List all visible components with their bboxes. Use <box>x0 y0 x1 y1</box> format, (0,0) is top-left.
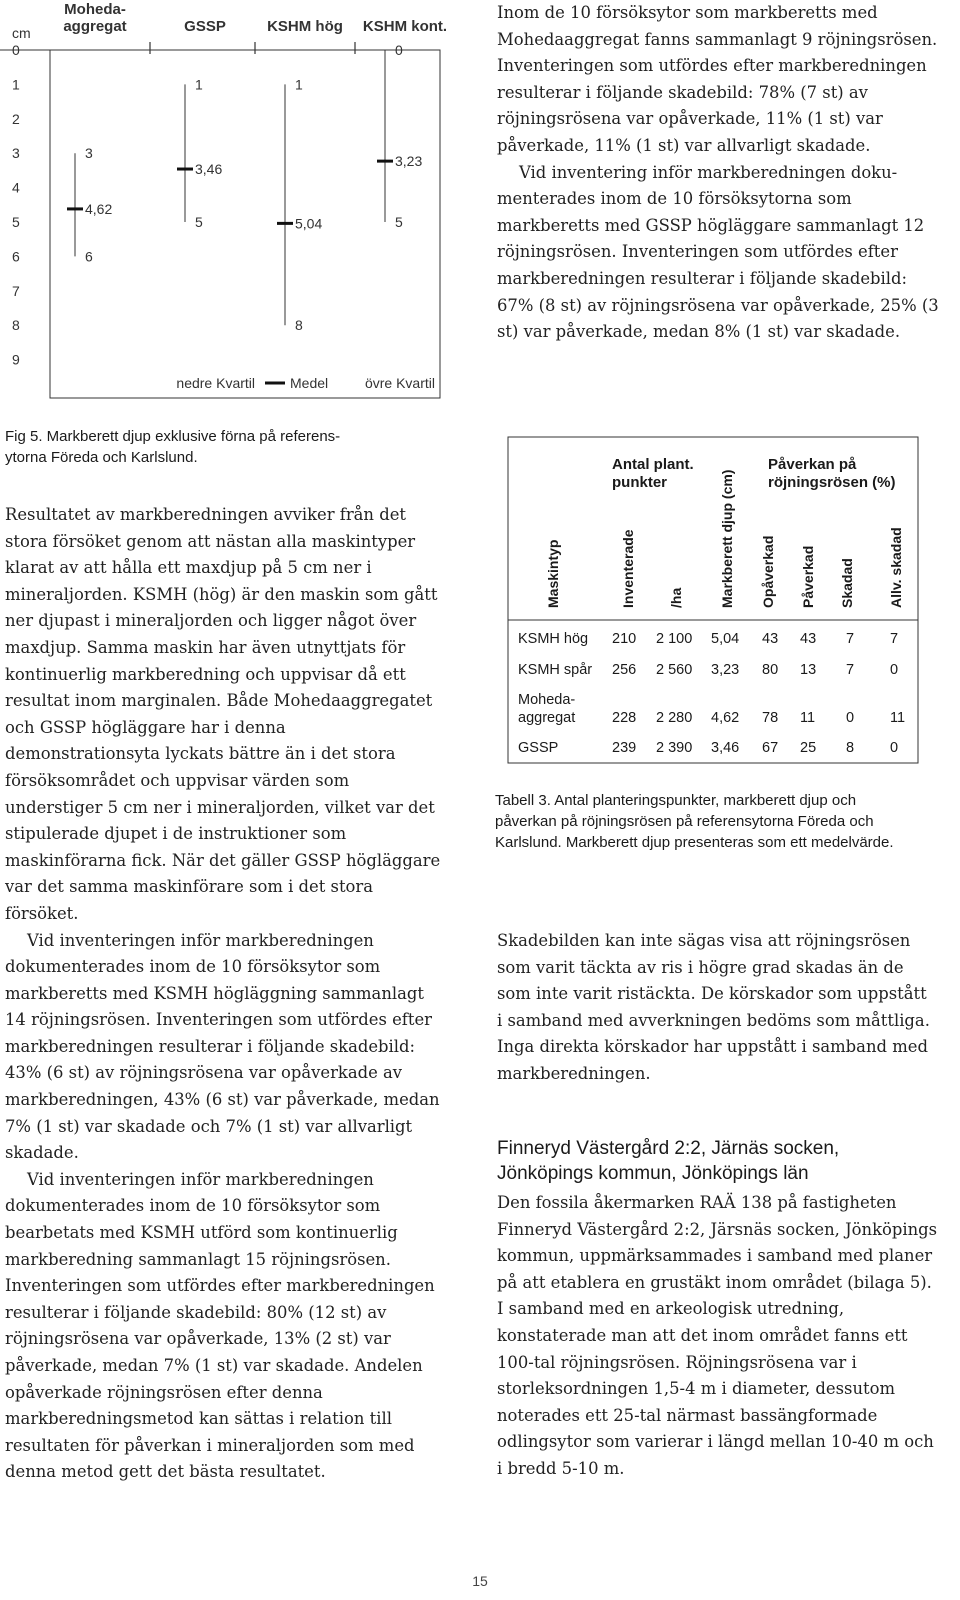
median-label: 3,46 <box>195 161 223 178</box>
column-header: Inventerade <box>620 529 636 608</box>
median-label: 3,23 <box>395 153 423 170</box>
table-cell: 25 <box>800 740 817 756</box>
y-tick-label: 6 <box>12 248 20 265</box>
table-row-label: KSMH spår <box>518 662 593 678</box>
table-cell: 11 <box>800 710 816 726</box>
lower-quartile-label: 3 <box>85 145 93 162</box>
table-cell: 239 <box>612 740 637 756</box>
paragraph: Den fossila åkermarken RAÄ 138 på fastigheten Finneryd Västergård 2:2, Järsnäs socken, Jönköpings kommun, uppmärksammades i samband med planer på att etablera en grustäkt inom området (bilaga 5). I samband med en arkeologisk utredning, konstaterade man att det inom området fanns ett 100-tal röjningsrösen. Röjningsrösena var i storleksordningen 1,5-4 m i diameter, dessutom noterades ett 25-tal närmast bassängformade odlingsytor som varierar i längd mellan 10-40 m och i bredd 5-10 m. <box>497 1193 938 1478</box>
median-label: 5,04 <box>295 215 323 232</box>
table-cell: 0 <box>890 662 899 678</box>
group-header: Antal plant. punkter <box>612 456 694 491</box>
y-tick-label: 7 <box>12 282 20 299</box>
column-header: Skadad <box>839 558 855 608</box>
category-label: KSHM hög <box>267 18 343 35</box>
lower-quartile-label: 1 <box>195 76 203 93</box>
table-cell: 67 <box>762 740 779 756</box>
table-caption: Tabell 3. Antal planteringspunkter, markberett djup och påverkan på röjningsrösen på referensytorna Föreda och Karlslund. Markberett djup presenteras som ett medelvärde. <box>495 792 894 851</box>
unit-label: cm <box>12 25 31 41</box>
right-mid-text <box>497 928 937 1088</box>
median-label: 4,62 <box>85 200 113 217</box>
lower-quartile-label: 1 <box>295 76 303 93</box>
table-cell: 7 <box>846 662 855 678</box>
table-cell: 2 560 <box>656 662 693 678</box>
column-header: Maskintyp <box>545 539 561 608</box>
table-row-label: KSMH hög <box>518 631 589 647</box>
table-cell: 2 390 <box>656 740 693 756</box>
column-header: /ha <box>668 587 684 608</box>
right-bottom-text <box>497 1190 942 1483</box>
paragraph: Vid inventeringen inför markberedningen dokumenterades inom de 10 försöksytor som markberetts med KSMH högläggning sammanlagt 14 röjningsrösen. Inventeringen som utfördes efter markberedningen resulterar i följande skadebild: 43% (6 st) av röjningsrösena var opåverkade av markberedningen, 43% (6 st) var påverkade, medan 7% (1 st) var skadade och 7% (1 st) var allvarligt skadade. <box>5 930 440 1163</box>
table-cell: 4,62 <box>711 710 740 726</box>
y-tick-label: 2 <box>12 110 20 127</box>
table-cell: 5,04 <box>711 631 740 647</box>
upper-quartile-label: 8 <box>295 317 303 334</box>
upper-quartile-label: 5 <box>395 214 403 230</box>
table-cell: 8 <box>846 740 855 756</box>
category-label: Moheda-aggregat <box>63 1 127 35</box>
table-cell: 7 <box>890 631 899 647</box>
legend-lower-quartile: nedre Kvartil <box>176 375 255 391</box>
group-header: Påverkan på röjningsrösen (%) <box>768 456 896 491</box>
paragraph: Resultatet av markberedningen avviker från det stora försöket genom att nästan alla maskintyper klarat av att hålla ett maxdjup på 5 cm ner i mineraljorden. KSMH (hög) är den maskin som gått ner djupast i mineraljorden och ligger något över maxdjup. Samma maskin har även utnyttjats för kontinuerlig markberedning och uppvisar då ett resultat inom marginalen. Både Mohedaaggregatet och GSSP högläggare har i denna demonstrationsyta lyckats bättre än i det stora försöksområdet och uppvisar värden som understiger 5 cm ner i mineraljorden, vilket var det stipulerade djupet i de instruktioner som maskinförarna fick. När det gäller GSSP högläggare var det samma maskinförare som i det stora försöket. <box>5 505 441 923</box>
y-tick-label: 0 <box>12 42 20 58</box>
y-tick-label: 1 <box>12 76 20 93</box>
table-cell: 228 <box>612 710 637 726</box>
table-cell: 78 <box>762 710 779 726</box>
figure-caption: Fig 5. Markberett djup exklusive förna på referens- ytorna Föreda och Karlslund. <box>5 428 341 466</box>
table-cell: 2 100 <box>656 631 693 647</box>
table-cell: 2 280 <box>656 710 693 726</box>
paragraph: Skadebilden kan inte sägas visa att röjningsrösen som varit täckta av ris i högre grad skadas än de som inte varit ristäckta. De körskador som uppstått i samband med avverkningen bedöms som måttliga. Inga direkta körskador har uppstått i samband med markberedningen. <box>497 931 930 1083</box>
category-label: KSHM kont. <box>362 18 448 35</box>
table-row-label: Moheda-aggregat <box>518 692 576 726</box>
upper-quartile-label: 5 <box>195 214 203 230</box>
results-table <box>0 0 960 780</box>
table-row-label: GSSP <box>518 740 559 756</box>
table-cell: 7 <box>846 631 855 647</box>
column-header: Påverkad <box>800 545 816 608</box>
legend-median: Medel <box>290 375 329 391</box>
y-tick-label: 9 <box>12 351 20 368</box>
y-tick-label: 3 <box>12 145 20 162</box>
table-cell: 11 <box>890 710 906 726</box>
table-cell: 13 <box>800 662 817 678</box>
column-header: Opåverkad <box>760 535 776 608</box>
paragraph: Vid inventeringen inför markberedningen dokumenterades inom de 10 försöksytor som bearbetats med KSMH utförd som kontinuerlig markberedning sammanlagt 15 röjningsrösen. Inventeringen som utfördes efter markberedningen resulterar i följande skadebild: 80% (12 st) av röjningsrösena var opåverkade, 13% (2 st) var påverkade, medan 7% (1 st) var skadade. Andelen opåverkade röjningsrösen efter denna markberedningsmetod kan sättas i relation till resultaten för påverkan i mineraljorden som med denna metod gett det bästa resultatet. <box>5 1169 435 1482</box>
lower-quartile-label: 0 <box>395 42 403 58</box>
column-header: Markberett djup (cm) <box>719 469 735 608</box>
upper-quartile-label: 6 <box>85 248 93 265</box>
category-label: GSSP <box>184 18 226 35</box>
section-heading: Finneryd Västergård 2:2, Järnäs socken, Jönköpings kommun, Jönköpings län <box>497 1138 840 1184</box>
table-cell: 210 <box>612 631 637 647</box>
table-cell: 0 <box>846 710 855 726</box>
legend-upper-quartile: övre Kvartil <box>364 375 435 391</box>
y-tick-label: 5 <box>12 214 20 230</box>
table-cell: 256 <box>612 662 637 678</box>
paragraph: Vid inventering inför markberedningen dokumenterades inom de 10 försöksytorna som markberetts med GSSP högläggare sammanlagt 12 röjningsrösen. Inventeringen som utfördes efter markberedningen resulterar i följande skadebild: 67% (8 st) av röjningsrösena var opåverkade, 25% (3 st) var påverkade, medan 8% (1 st) var skadade. <box>497 162 939 342</box>
paragraph: Inom de 10 försöksytor som markberetts med Mohedaaggregat fanns sammanlagt 9 röjningsrösen. Inventeringen som utfördes efter markberedningen resulterar i följande skadebild: 78% (7 st) av röjningsrösena var opåverkade, 11% (1 st) var påverkade, 11% (1 st) var allvarligt skadade. <box>497 3 938 155</box>
y-tick-label: 4 <box>12 179 20 196</box>
page-number: 15 <box>472 1573 488 1589</box>
y-tick-label: 8 <box>12 317 20 334</box>
table-cell: 0 <box>890 740 899 756</box>
table-cell: 80 <box>762 662 779 678</box>
column-header: Allv. skadad <box>888 527 904 608</box>
table-cell: 43 <box>762 631 779 647</box>
table-cell: 43 <box>800 631 817 647</box>
table-cell: 3,46 <box>711 740 740 756</box>
table-cell: 3,23 <box>711 662 740 678</box>
